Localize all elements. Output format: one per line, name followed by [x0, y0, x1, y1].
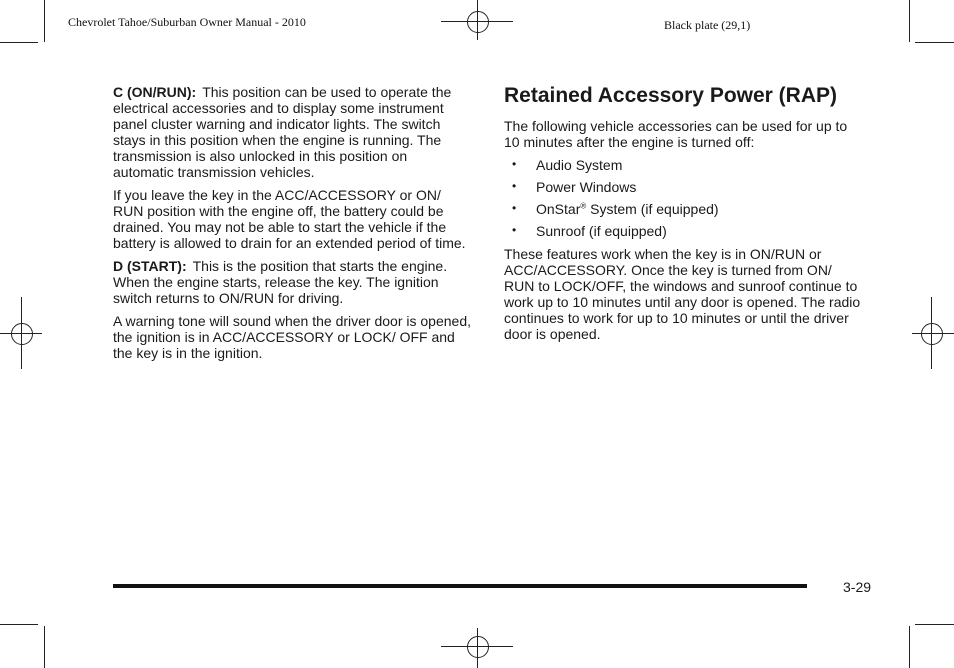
d-position-text: This is the position that starts the engine. When the engine starts, release the key. The ignition switch returns to ON/RUN for driving. — [113, 258, 448, 306]
footer-rule — [113, 584, 807, 588]
bullet-icon: • — [512, 157, 517, 171]
manual-title: Chevrolet Tahoe/Suburban Owner Manual - 2010 — [68, 15, 306, 29]
plate-label: Black plate (29,1) — [664, 18, 751, 32]
left-column — [113, 84, 471, 368]
section-heading: Retained Accessory Power (RAP) — [504, 84, 837, 107]
list-item-text: Audio System — [536, 157, 623, 173]
accessory-list — [504, 157, 866, 240]
list-item — [504, 223, 866, 240]
d-position-paragraph — [113, 258, 471, 306]
list-item — [504, 157, 866, 174]
right-column — [504, 83, 866, 349]
list-item — [504, 179, 866, 196]
list-item-text: System (if equipped) — [586, 201, 719, 217]
d-position-label: D (START): — [113, 258, 187, 274]
c-position-text: This position can be used to operate the electrical accessories and to display some instrument panel cluster warning and indicator lights. The switch stays in this position when the engine is running. The transmission is also unlocked in this position on automatic transmission vehicles. — [113, 84, 452, 180]
bullet-icon: • — [512, 201, 517, 215]
key-warning-paragraph: If you leave the key in the ACC/ACCESSORY or ON/ RUN position with the engine off, the battery could be drained. You may not be able to start the vehicle if the battery is allowed to drain for an extended period of time. — [113, 187, 466, 251]
list-item — [504, 201, 866, 218]
c-position-paragraph — [113, 84, 471, 180]
bullet-icon: • — [512, 223, 517, 237]
c-position-label: C (ON/RUN): — [113, 84, 197, 100]
list-item-text: OnStar — [536, 201, 581, 217]
rap-intro-paragraph: The following vehicle accessories can be used for up to 10 minutes after the engine is turned off: — [504, 118, 848, 150]
rap-closing-paragraph: These features work when the key is in ON/RUN or ACC/ACCESSORY. Once the key is turned from ON/ RUN to LOCK/OFF, the windows and sunroof continue to work up to 10 minutes until any door is opened. The radio continues to work for up to 10 minutes or until the driver door is opened. — [504, 246, 861, 342]
registered-mark: ® — [580, 201, 587, 211]
warning-tone-paragraph: A warning tone will sound when the driver door is opened, the ignition is in ACC/ACCESSORY or LOCK/ OFF and the key is in the ignition. — [113, 313, 471, 361]
page-number: 3-29 — [843, 579, 872, 595]
list-item-text: Power Windows — [536, 179, 637, 195]
bullet-icon: • — [512, 179, 517, 193]
list-item-text: Sunroof (if equipped) — [536, 223, 667, 239]
